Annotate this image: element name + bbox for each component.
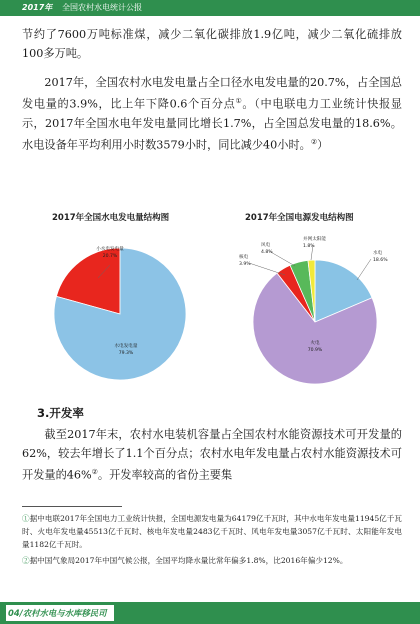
paragraph-generation <box>22 73 402 155</box>
slice-label-1: 水电发电量 <box>114 344 138 349</box>
paragraph-generation-end: ） <box>317 139 329 153</box>
slice-label-0: 小水电发电量 <box>96 247 124 252</box>
footer-page-label: 04/农村水电与水库移民司 <box>6 605 114 621</box>
footnote-1-number: ① <box>22 514 30 523</box>
section-title-development-rate: 3.开发率 <box>37 406 84 420</box>
slice-label-0: 水电 <box>373 251 383 256</box>
leader-line-0 <box>357 259 371 280</box>
slice-label-2: 核电 <box>239 255 249 260</box>
slice-value-3: 4.8% <box>261 250 273 255</box>
leader-line-3 <box>269 251 295 266</box>
leader-line-2 <box>249 263 285 275</box>
footnote-2 <box>22 554 402 567</box>
slice-value-4: 1.8% <box>303 244 315 249</box>
paragraph-development-rest: 。开发率较高的省份主要集 <box>97 469 233 483</box>
slice-label-1: 火电 <box>310 341 320 346</box>
footnote-1 <box>22 512 402 552</box>
footnote-ref-2[interactable]: ② <box>310 138 318 147</box>
running-footer <box>0 602 420 624</box>
chart-title-power-structure: 2017年全国电源发电结构图 <box>245 213 354 223</box>
slice-label-4: 并网太阳能 <box>303 237 326 242</box>
footnote-2-number: ② <box>22 556 30 565</box>
footnote-divider <box>22 506 122 507</box>
slice-value-0: 18.6% <box>373 258 388 263</box>
running-header <box>0 0 420 16</box>
footnote-1-text: 据中电联2017年全国电力工业统计快报，全国电源发电量为64179亿千瓦时，其中水电年发电量11945亿千瓦时、火电年发电量45513亿千瓦时、核电年发电量2483亿千瓦时、风电年发电量3057亿千瓦时、太阳能年发电量1182亿千瓦时。 <box>22 514 403 550</box>
chart-title-hydro-structure: 2017年全国水电发电量结构图 <box>52 213 170 223</box>
power-pie-chart <box>225 232 405 392</box>
slice-value-1: 70.9% <box>307 348 323 353</box>
slice-value-1: 79.3% <box>118 351 134 356</box>
footnote-ref-3[interactable]: ② <box>91 468 98 477</box>
header-title: 全国农村水电统计公报 <box>62 3 142 12</box>
paragraph-generation-text: 2017年，全国农村水电发电量占全口径水电发电量的20.7%，占全国总发电量的3.9%，比上年下降0.6个百分点 <box>22 76 402 111</box>
paragraph-generation-rest: 。（中电联电力工业统计快报显示，2017年全国水电年发电量同比增长1.7%，占全国总发电量的18.6%。水电设备年平均利用小时数3579小时，同比减少40小时。 <box>22 97 402 153</box>
hydro-pie-chart <box>40 232 200 392</box>
paragraph-development-rate <box>22 425 402 485</box>
footnote-2-text: 据中国气象局2017年中国气候公报，全国平均降水量比常年偏多1.8%，比2016年偏少12%。 <box>29 556 348 565</box>
slice-value-0: 20.7% <box>102 254 118 259</box>
paragraph-emissions: 节约了7600万吨标准煤，减少二氧化碳排放1.9亿吨，减少二氧化硫排放100多万吨。 <box>22 28 402 61</box>
paragraph-development-text: 截至2017年末，农村水电装机容量占全国农村水能资源技术可开发量的62%，较去年增长了1.1个百分点；农村水电年发电量占农村水能资源技术可开发量的46% <box>22 428 402 483</box>
header-year: 2017年 <box>22 3 53 12</box>
slice-value-2: 3.9% <box>239 262 251 267</box>
slice-label-3: 风电 <box>261 243 271 248</box>
footnote-ref-1[interactable]: ① <box>235 97 243 106</box>
